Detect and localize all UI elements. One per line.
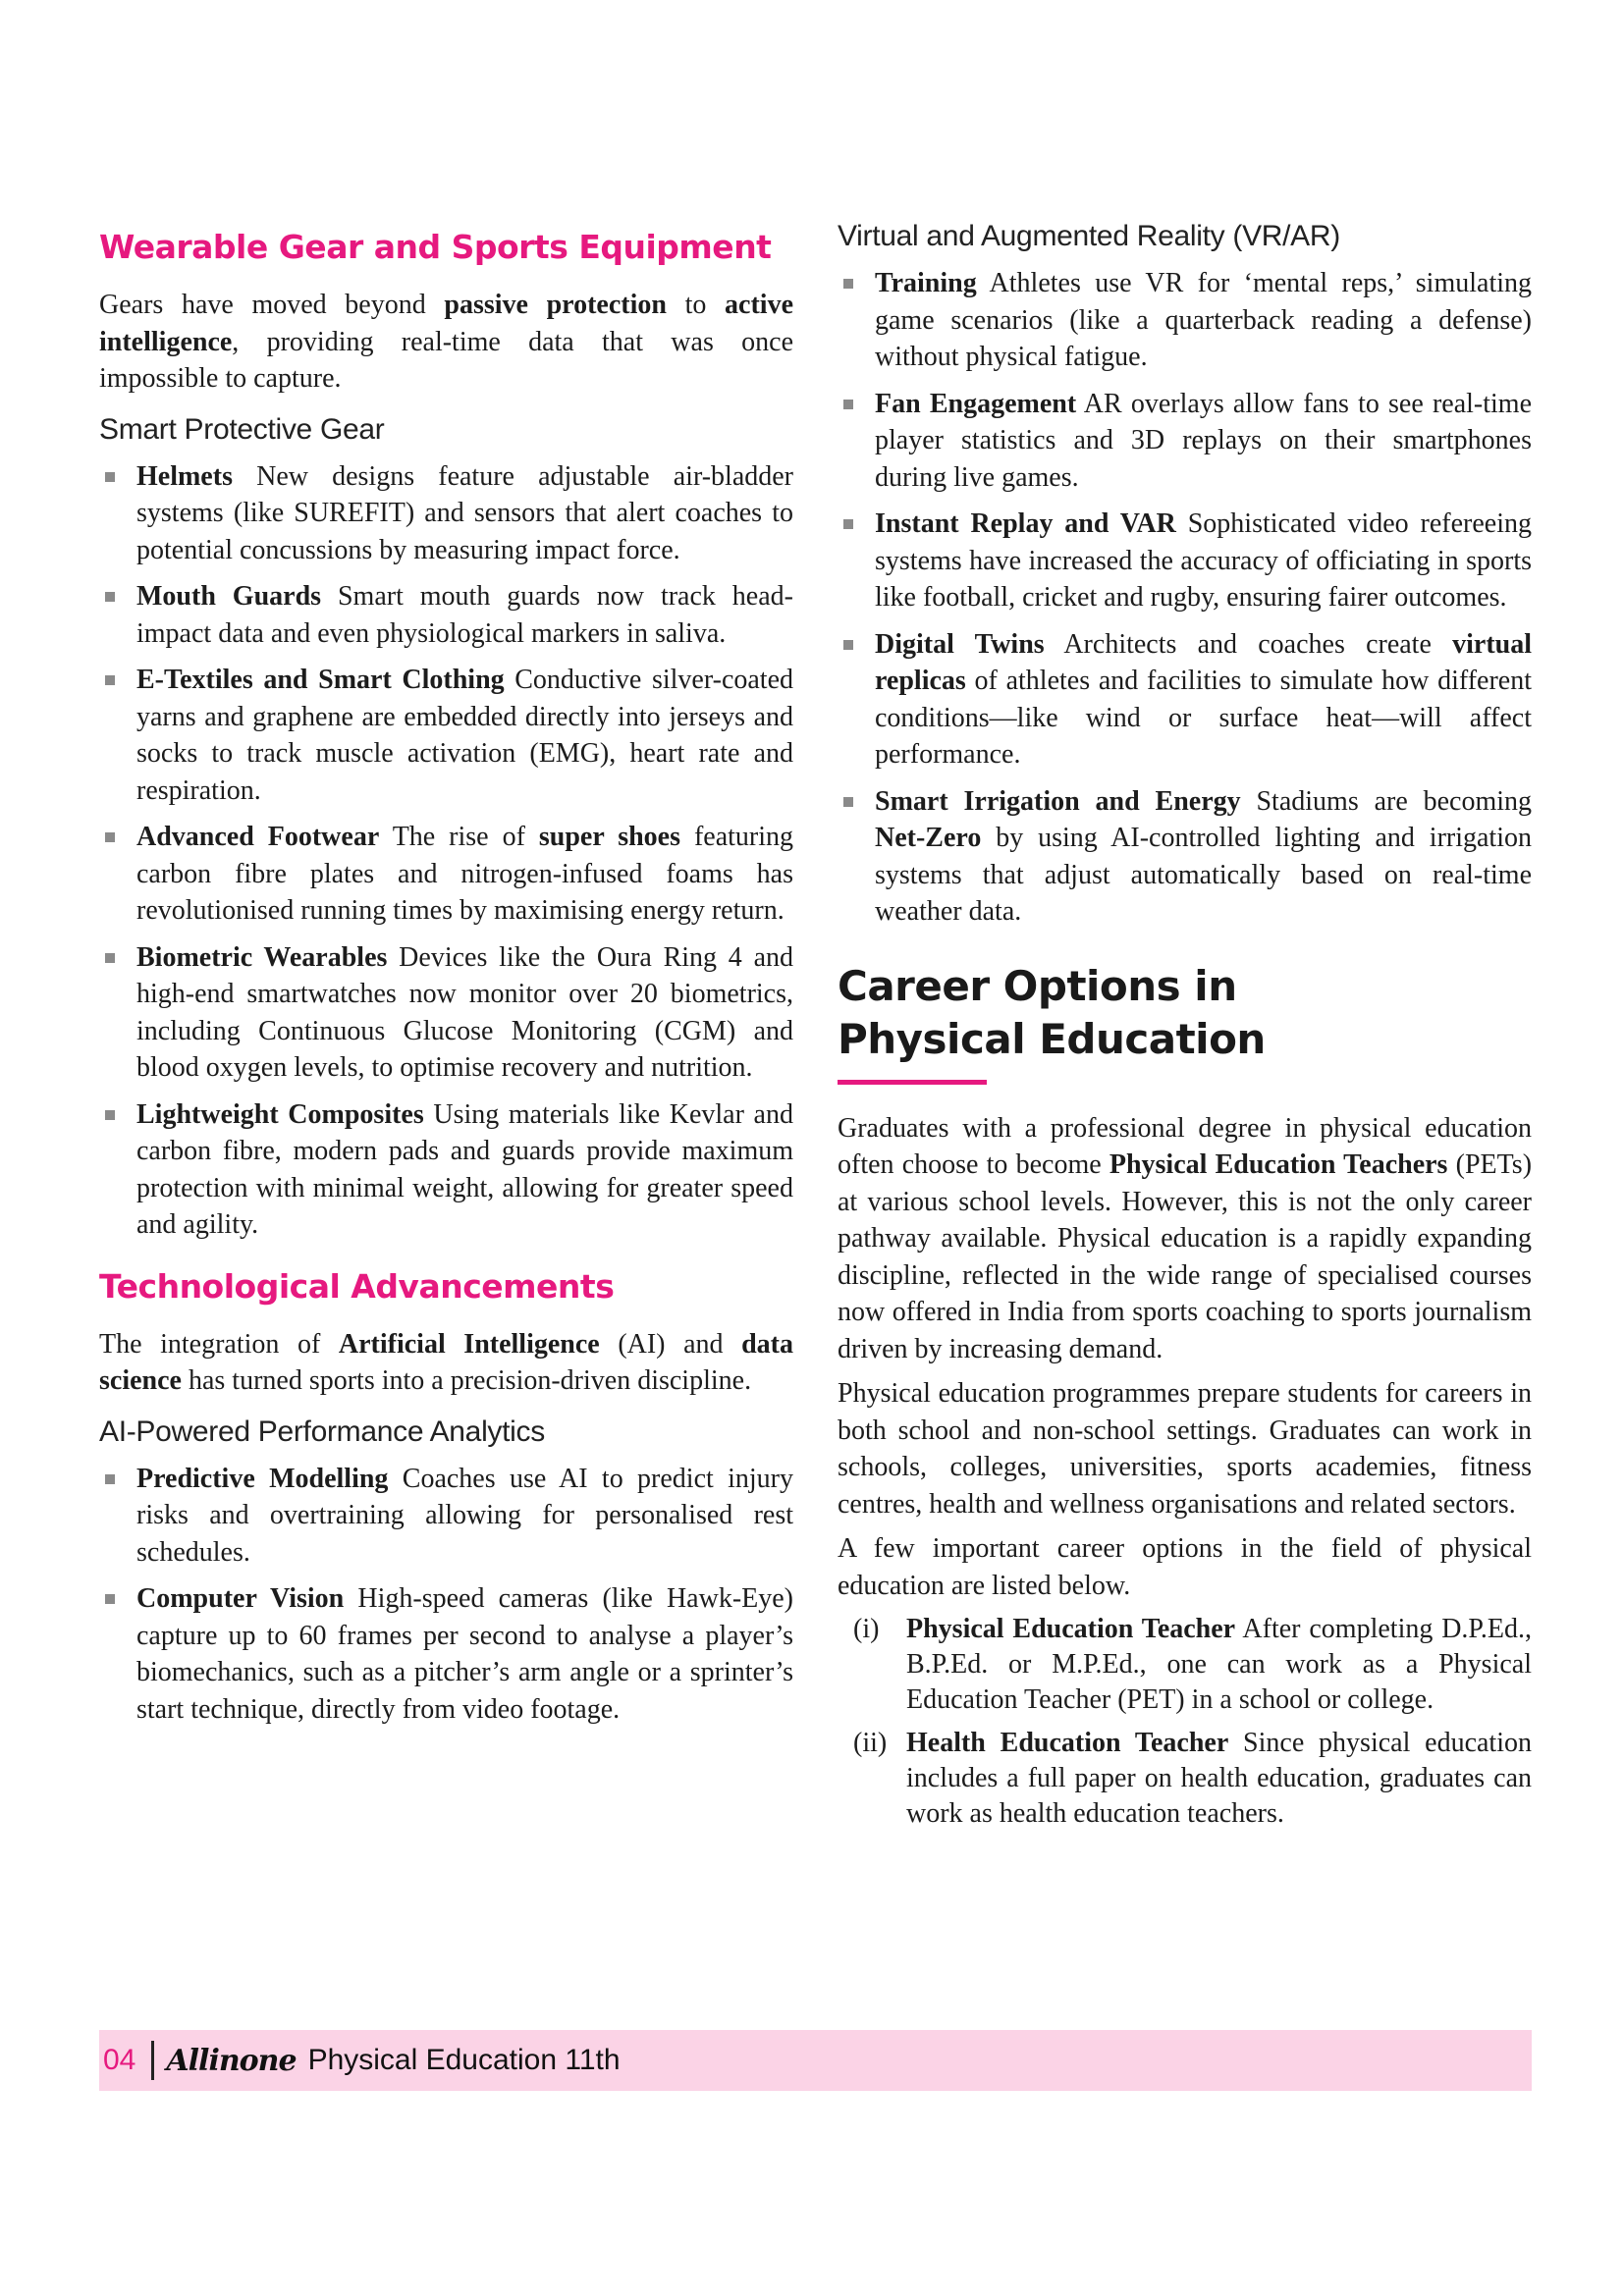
left-column: [99, 226, 793, 1737]
bold-text: Advanced Footwear: [136, 822, 380, 852]
text-run: Devices like the Oura Ring 4 and high-end smartwatches now monitor over 20 biometrics, including Continuous Glucose Monitoring (CGM) and blood oxygen levels, to optimise recovery and nutrition.: [136, 941, 793, 1083]
bold-text: Predictive Modelling: [136, 1463, 389, 1494]
bullet-item: [99, 662, 793, 809]
bold-text: Artificial Intelligence: [338, 1328, 600, 1360]
text-run: Physical education programmes prepare students for careers in both school and non-school settings. Graduates can work in schools, colleges, universities, sports academies, fitness centres, health and wellness organisations and related sectors.: [838, 1378, 1532, 1520]
text-run: has turned sports into a precision-driven discipline.: [181, 1365, 752, 1396]
bullet-item: [838, 265, 1532, 376]
text-run: Gears have moved beyond: [99, 290, 445, 320]
bold-text: Health Education Teacher: [906, 1728, 1229, 1758]
text-run: Since physical education includes a full paper on health education, graduates can work as health education teachers.: [906, 1728, 1532, 1829]
career-option-item: [838, 1612, 1532, 1718]
section-title-tech: Technological Advancements: [99, 1266, 615, 1306]
tech-list: [99, 1461, 793, 1729]
text-run: After completing D.P.Ed., B.P.Ed. or M.P.Ed., one can work as a Physical Education Teacher (PET) in a school or college.: [906, 1614, 1533, 1715]
bullet-item: [838, 386, 1532, 497]
text-run: Using materials like Kevlar and carbon fibre, modern pads and guards provide maximum protection with minimal weight, allowing for greater speed and agility.: [136, 1098, 793, 1240]
bold-text: Physical Education Teacher: [906, 1614, 1236, 1644]
bullet-item: [99, 458, 793, 569]
page-number: 04: [103, 2044, 136, 2076]
bold-text: Net-Zero: [875, 823, 982, 853]
text-run: to: [666, 290, 726, 320]
subtitle-ai-analytics: AI-Powered Performance Analytics: [99, 1415, 545, 1448]
bullet-item: [838, 626, 1532, 774]
bold-text: active intelligence: [99, 290, 794, 357]
subtitle-vr-ar: Virtual and Augmented Reality (VR/AR): [838, 220, 1340, 252]
bold-text: E-Textiles and Smart Clothing: [136, 665, 505, 695]
square-bullet-icon: [105, 1474, 115, 1484]
career-option-item: [838, 1726, 1532, 1832]
bold-text: Smart Irrigation and Energy: [875, 785, 1241, 817]
square-bullet-icon: [105, 675, 115, 685]
book-title: Physical Education 11th: [307, 2044, 621, 2076]
option-number: (ii): [853, 1728, 888, 1758]
option-number: (i): [853, 1614, 880, 1644]
bold-text: Physical Education Teachers: [1109, 1149, 1448, 1180]
bold-text: data science: [99, 1328, 793, 1396]
square-bullet-icon: [843, 279, 853, 289]
square-bullet-icon: [105, 592, 115, 602]
career-paragraph-1: [838, 1110, 1532, 1368]
bullet-item: [99, 939, 793, 1087]
square-bullet-icon: [105, 472, 115, 482]
square-bullet-icon: [105, 1110, 115, 1120]
career-paragraph-2: [838, 1375, 1532, 1522]
bold-text: Helmets: [136, 460, 233, 492]
bullet-item: [99, 1580, 793, 1728]
footer-separator: [151, 2041, 154, 2080]
text-run: (AI) and: [599, 1328, 742, 1360]
text-run: The rise of: [379, 822, 539, 852]
text-run: Athletes use VR for ‘mental reps,’ simulating game scenarios (like a quarterback reading a defense) without physical fatigue.: [875, 268, 1532, 372]
bold-text: Instant Replay and VAR: [875, 508, 1176, 539]
text-run: Smart mouth guards now track head-impact data and even physiological markers in saliva.: [136, 581, 793, 649]
bold-text: Biometric Wearables: [136, 941, 388, 973]
bullet-item: [838, 783, 1532, 931]
square-bullet-icon: [843, 519, 853, 529]
bold-text: Digital Twins: [875, 628, 1045, 660]
text-run: featuring carbon fibre plates and nitrogen-infused foams has revolutionised running times by maximising energy return.: [136, 822, 793, 926]
text-run: Graduates with a professional degree in physical education often choose to become: [838, 1112, 1532, 1180]
wearable-intro: [99, 287, 793, 398]
career-options-list: [838, 1612, 1532, 1832]
bullet-item: [99, 819, 793, 930]
bold-text: passive protection: [444, 290, 667, 320]
tech-intro: [99, 1326, 793, 1400]
square-bullet-icon: [105, 832, 115, 842]
text-run: (PETs) at various school levels. However, this is not the only career pathway available. Physical education is a rapidly expanding discipline, reflected in the wide range of specialised courses now offered in India from sports coaching to sports journalism driven by increasing demand.: [838, 1149, 1533, 1364]
vr-list: [838, 265, 1532, 931]
text-run: A few important career options in the field of physical education are listed below.: [838, 1533, 1532, 1601]
text-run: New designs feature adjustable air-bladder systems (like SUREFIT) and sensors that alert coaches to potential concussions by measuring impact force.: [136, 460, 793, 565]
right-column: [838, 218, 1532, 1840]
text-run: , providing real-time data that was once impossible to capture.: [99, 326, 793, 394]
career-paragraph-3: [838, 1530, 1532, 1604]
bold-text: Fan Engagement: [875, 388, 1077, 419]
section-title-wearable: Wearable Gear and Sports Equipment: [99, 228, 772, 266]
bold-text: Lightweight Composites: [136, 1098, 424, 1130]
square-bullet-icon: [843, 640, 853, 650]
bullet-item: [99, 1461, 793, 1572]
square-bullet-icon: [105, 1594, 115, 1604]
text-run: Sophisticated video refereeing systems have increased the accuracy of officiating in sports like football, cricket and rugby, ensuring fairer outcomes.: [875, 508, 1533, 613]
bold-text: Mouth Guards: [136, 581, 322, 612]
text-run: Coaches use AI to predict injury risks and overtraining allowing for personalised rest schedules.: [136, 1463, 793, 1568]
square-bullet-icon: [843, 400, 853, 409]
bullet-item: [99, 578, 793, 652]
square-bullet-icon: [843, 797, 853, 807]
bold-text: Computer Vision: [136, 1583, 345, 1614]
wearable-list: [99, 458, 793, 1244]
career-title-underline: [838, 1080, 987, 1085]
career-title: [838, 960, 1532, 1066]
square-bullet-icon: [105, 953, 115, 963]
career-title-line1: Career Options in: [838, 961, 1237, 1010]
text-run: Stadiums are becoming: [1240, 785, 1532, 817]
footer-band: [99, 2030, 1532, 2091]
brand-logo: Allinone: [166, 2043, 297, 2078]
bullet-item: [99, 1096, 793, 1244]
text-run: of athletes and facilities to simulate how different conditions—like wind or surface heat—will affect performance.: [875, 666, 1532, 770]
text-run: High-speed cameras (like Hawk-Eye) capture up to 60 frames per second to analyse a player’s biomechanics, such as a pitcher’s arm angle or a sprinter’s start technique, directly from video footage.: [136, 1583, 793, 1725]
text-run: Conductive silver-coated yarns and graphene are embedded directly into jerseys and socks to track muscle activation (EMG), heart rate and respiration.: [136, 665, 794, 806]
bold-text: virtual replicas: [875, 628, 1532, 696]
bold-text: Training: [875, 268, 977, 298]
bold-text: super shoes: [538, 822, 680, 852]
text-run: Architects and coaches create: [1044, 628, 1453, 660]
career-title-line2: Physical Education: [838, 1014, 1266, 1063]
text-run: AR overlays allow fans to see real-time player statistics and 3D replays on their smartphones during live games.: [875, 388, 1532, 493]
bullet-item: [838, 506, 1532, 616]
text-run: by using AI-controlled lighting and irrigation systems that adjust automatically based on real-time weather data.: [875, 823, 1532, 927]
subtitle-smart-protective-gear: Smart Protective Gear: [99, 412, 385, 446]
text-run: The integration of: [99, 1328, 339, 1360]
